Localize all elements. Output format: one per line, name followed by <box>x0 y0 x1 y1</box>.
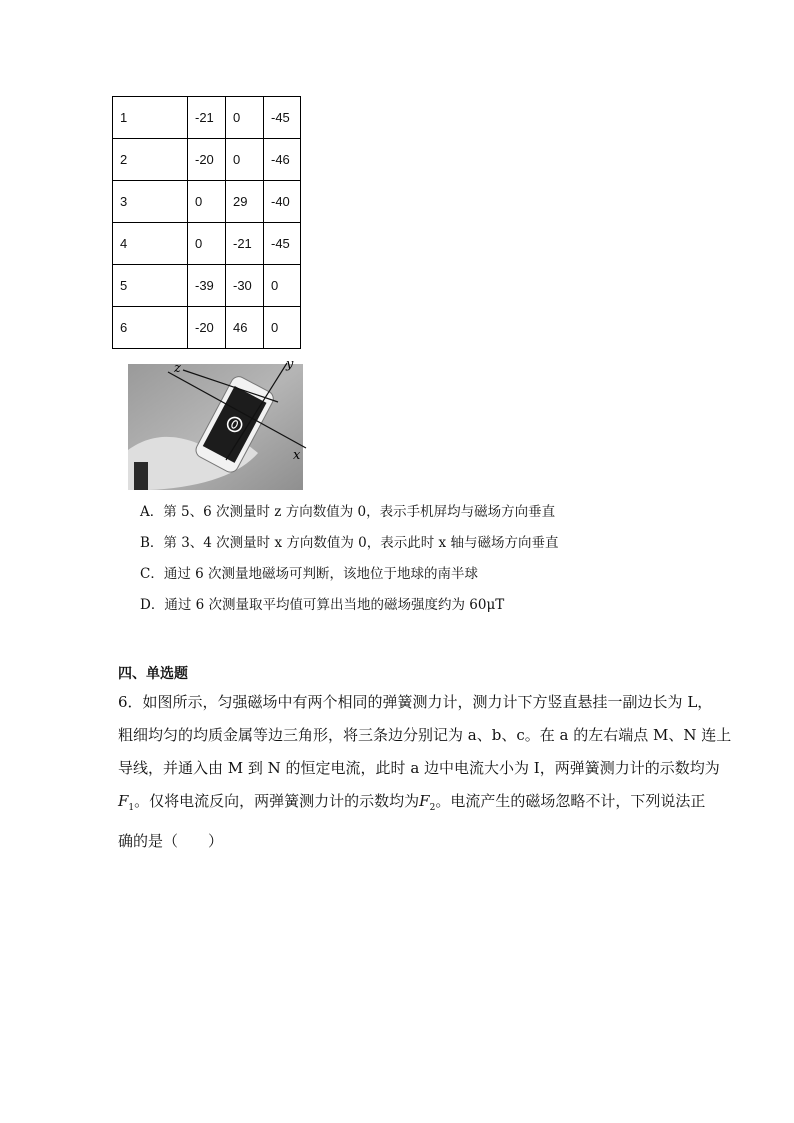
table-cell: 46 <box>226 307 264 349</box>
question-line-5: 确的是（ ） <box>118 832 224 850</box>
question-line-4-text: 。仅将电流反向，两弹簧测力计的示数均为 <box>134 792 420 810</box>
measurement-index-cell: 4 <box>113 223 188 265</box>
measurement-index-cell: 5 <box>113 265 188 307</box>
measurement-index-cell: 6 <box>113 307 188 349</box>
answer-options <box>140 500 558 624</box>
x-axis-label: x <box>293 448 301 463</box>
y-axis-label: y <box>286 358 294 372</box>
table-row <box>113 97 301 139</box>
table-row <box>113 223 301 265</box>
measurement-index-cell: 1 <box>113 97 188 139</box>
table-cell: 0 <box>226 97 264 139</box>
table-cell: 0 <box>264 307 301 349</box>
table-cell: -21 <box>188 97 226 139</box>
table-cell: -21 <box>226 223 264 265</box>
table-cell: -39 <box>188 265 226 307</box>
table-cell: -20 <box>188 139 226 181</box>
table-cell: 0 <box>188 181 226 223</box>
measurement-index-cell: 2 <box>113 139 188 181</box>
option-c: C．通过 6 次测量地磁场可判断，该地位于地球的南半球 <box>140 566 479 582</box>
option-b: B．第 3、4 次测量时 x 方向数值为 0，表示此时 x 轴与磁场方向垂直 <box>140 535 559 551</box>
measurement-table <box>112 96 301 349</box>
table-cell: -46 <box>264 139 301 181</box>
option-a: A．第 5、6 次测量时 z 方向数值为 0，表示手机屏均与磁场方向垂直 <box>140 504 556 520</box>
f2-symbol: F <box>419 792 430 810</box>
table-cell: -30 <box>226 265 264 307</box>
question-line-2: 粗细均匀的均质金属等边三角形，将三条边分别记为 a、b、c。在 a 的左右端点 M、N 连上 <box>118 726 732 744</box>
question-line-4 <box>118 785 706 825</box>
measurement-index-cell: 3 <box>113 181 188 223</box>
question-line-3: 导线，并通入由 M 到 N 的恒定电流，此时 a 边中电流大小为 I，两弹簧测力计的示数均为 <box>118 759 720 777</box>
table-row <box>113 139 301 181</box>
table-cell: 0 <box>226 139 264 181</box>
z-axis-label: z <box>174 361 181 376</box>
question-6 <box>118 686 732 858</box>
f2-subscript: 2 <box>429 803 436 813</box>
question-line-1: 6．如图所示，匀强磁场中有两个相同的弹簧测力计，测力计下方竖直悬挂一副边长为 L， <box>118 693 713 711</box>
table-cell: 0 <box>188 223 226 265</box>
section-title: 四、单选题 <box>118 666 188 682</box>
table-cell: 0 <box>264 265 301 307</box>
question-line-4-end: 。电流产生的磁场忽略不计，下列说法正 <box>435 792 706 810</box>
table-cell: -40 <box>264 181 301 223</box>
table-row <box>113 307 301 349</box>
f1-subscript: 1 <box>128 803 135 813</box>
table-row <box>113 265 301 307</box>
table-cell: -45 <box>264 223 301 265</box>
table-row <box>113 181 301 223</box>
table-cell: -20 <box>188 307 226 349</box>
option-d: D．通过 6 次测量取平均值可算出当地的磁场强度约为 60μT <box>140 597 505 613</box>
table-cell: 29 <box>226 181 264 223</box>
f1-symbol: F <box>118 792 129 810</box>
phone-axes-photo <box>128 358 308 492</box>
table-cell: -45 <box>264 97 301 139</box>
wrist-band <box>134 462 148 490</box>
